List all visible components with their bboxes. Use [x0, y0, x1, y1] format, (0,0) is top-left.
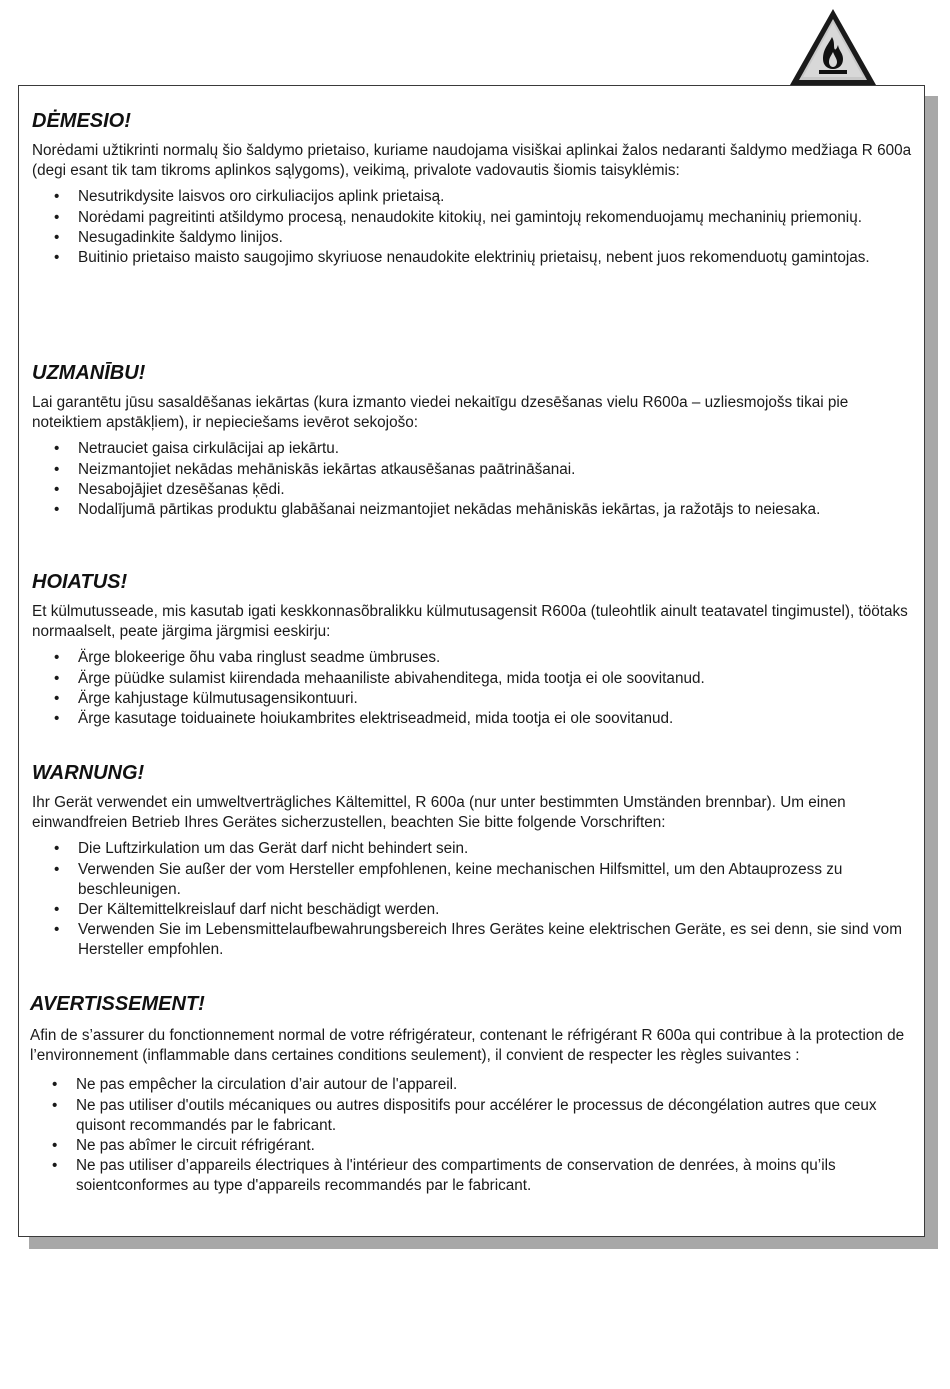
list-item-text: Der Kältemittelkreislauf darf nicht beschädigt werden.	[78, 901, 440, 919]
list-item	[30, 1156, 910, 1196]
list-item-text: Ärge blokeerige õhu vaba ringlust seadme ümbruses.	[78, 649, 441, 667]
list-item-text: Norėdami pagreitinti atšildymo procesą, nenaudokite kitokių, nei gamintojų rekomenduojamų mechaninių priemonių.	[78, 208, 862, 226]
bullet: •	[54, 249, 60, 267]
bullet: •	[54, 901, 60, 919]
list-item-text: Ärge püüdke sulamist kiirendada mehaaniliste abivahenditega, mida tootja ei ole soovitanud.	[78, 669, 705, 687]
bullet: •	[54, 689, 60, 707]
list-item	[32, 689, 912, 709]
section-title: HOIATUS!	[32, 571, 128, 593]
list-item	[32, 208, 912, 228]
rules-list	[32, 648, 912, 729]
list-item-text: Ne pas utiliser d’appareils électriques à l'intérieur des compartiments de conservation de denrées, à moins qu’ils soientconformes au type d'appareils recommandés par le fabricant.	[76, 1157, 836, 1195]
warning-notice-frame	[18, 85, 925, 1237]
bullet: •	[54, 188, 60, 206]
list-item-text: Ne pas empêcher la circulation d’air autour de l'appareil.	[76, 1076, 458, 1094]
section-german	[32, 761, 912, 961]
list-item	[32, 480, 912, 500]
list-item	[32, 248, 912, 268]
section-intro: Ihr Gerät verwendet ein umweltverträgliches Kältemittel, R 600a (nur unter bestimmten Umständen brennbar). Um einen einwandfreien Betrieb Ihres Gerätes sicherzustellen, beachten Sie bitte folgende Vorschriften:	[32, 794, 846, 832]
list-item	[32, 460, 912, 480]
list-item	[32, 839, 912, 859]
section-intro: Lai garantētu jūsu sasaldēšanas iekārtas (kura izmanto viedei nekaitīgu dzesēšanas vielu R600a – uzliesmojošs tikai pie noteiktiem apstākļiem), ir nepieciešams ievērot sekojošo:	[32, 394, 849, 432]
list-item	[32, 500, 912, 520]
list-item-text: Die Luftzirkulation um das Gerät darf nicht behindert sein.	[78, 840, 469, 858]
bullet: •	[54, 208, 60, 226]
list-item-text: Verwenden Sie im Lebensmittelaufbewahrungsbereich Ihres Gerätes keine elektrischen Geräte, es sei denn, sie sind vom Hersteller empfohlen.	[78, 921, 902, 959]
list-item	[32, 860, 912, 900]
bullet: •	[54, 921, 60, 939]
list-item-text: Verwenden Sie außer der vom Hersteller empfohlenen, keine mechanischen Hilfsmittel, um den Abtauprozess zu beschleunigen.	[78, 860, 843, 898]
bullet: •	[54, 710, 60, 728]
list-item-text: Nesugadinkite šaldymo linijos.	[78, 228, 283, 246]
section-latvian	[32, 361, 912, 520]
bullet: •	[54, 649, 60, 667]
list-item-text: Ärge kahjustage külmutusagensikontuuri.	[78, 689, 358, 707]
rules-list	[32, 839, 912, 960]
list-item	[32, 648, 912, 668]
list-item	[32, 187, 912, 207]
section-lithuanian	[32, 109, 912, 268]
flammable-warning-icon	[788, 7, 878, 87]
list-item-text: Buitinio prietaiso maisto saugojimo skyriuose nenaudokite elektrinių prietaisų, nebent juos rekomenduotų gamintojas.	[78, 249, 870, 267]
bullet: •	[54, 228, 60, 246]
rules-list	[32, 439, 912, 520]
bullet: •	[52, 1076, 58, 1094]
bullet: •	[54, 860, 60, 878]
bullet: •	[54, 460, 60, 478]
list-item	[32, 228, 912, 248]
section-estonian	[32, 570, 912, 729]
bullet: •	[54, 501, 60, 519]
list-item-text: Nodalījumā pārtikas produktu glabāšanai neizmantojiet nekādas mehāniskās iekārtas, ja ražotājs to neiesaka.	[78, 501, 821, 519]
list-item-text: Ne pas utiliser d'outils mécaniques ou autres dispositifs pour accélérer le processus de décongélation autres que ceux quisont recommandés par le fabricant.	[76, 1096, 877, 1134]
list-item-text: Netrauciet gaisa cirkulācijai ap iekārtu.	[78, 440, 340, 458]
rules-list	[32, 187, 912, 268]
list-item	[32, 920, 912, 960]
bullet: •	[54, 480, 60, 498]
section-title: UZMANĪBU!	[32, 362, 146, 384]
section-french	[30, 992, 910, 1197]
section-title: AVERTISSEMENT!	[30, 993, 205, 1015]
list-item	[30, 1096, 910, 1136]
bullet: •	[52, 1096, 58, 1114]
section-intro: Et külmutusseade, mis kasutab igati keskkonnasõbralikku külmutusagensit R600a (tuleohtlik ainult teatavatel tingimustel), töötaks normaalselt, peate järgima järgmisi eeskirju:	[32, 603, 908, 641]
section-intro: Norėdami užtikrinti normalų šio šaldymo prietaiso, kuriame naudojama visiškai aplinkai žalos nedaranti šaldymo medžiaga R 600a (degi esant tik tam tikroms aplinkos sąlygoms), veikimą, privalote vadovautis šiomis taisyklėmis:	[32, 142, 912, 180]
list-item	[32, 669, 912, 689]
list-item-text: Ne pas abîmer le circuit réfrigérant.	[76, 1137, 315, 1155]
list-item-text: Ärge kasutage toiduainete hoiukambrites elektriseadmeid, mida tootja ei ole soovitanud.	[78, 710, 674, 728]
section-intro: Afin de s’assurer du fonctionnement normal de votre réfrigérateur, contenant le réfrigérant R 600a qui contribue à la protection de l’environnement (inflammable dans certaines conditions seulement), il convient de respecter les règles suivantes :	[30, 1027, 905, 1065]
list-item-text: Nesabojājiet dzesēšanas ķēdi.	[78, 480, 285, 498]
bullet: •	[54, 840, 60, 858]
bullet: •	[54, 669, 60, 687]
list-item	[32, 439, 912, 459]
list-item	[30, 1136, 910, 1156]
bullet: •	[52, 1157, 58, 1175]
section-title: DĖMESIO!	[32, 110, 131, 132]
rules-list	[30, 1075, 910, 1196]
list-item-text: Nesutrikdysite laisvos oro cirkuliacijos aplink prietaisą.	[78, 188, 445, 206]
list-item	[32, 709, 912, 729]
list-item	[32, 900, 912, 920]
bullet: •	[54, 440, 60, 458]
list-item-text: Neizmantojiet nekādas mehāniskās iekārtas atkausēšanas paātrināšanai.	[78, 460, 576, 478]
section-title: WARNUNG!	[32, 762, 145, 784]
bullet: •	[52, 1137, 58, 1155]
list-item	[30, 1075, 910, 1095]
